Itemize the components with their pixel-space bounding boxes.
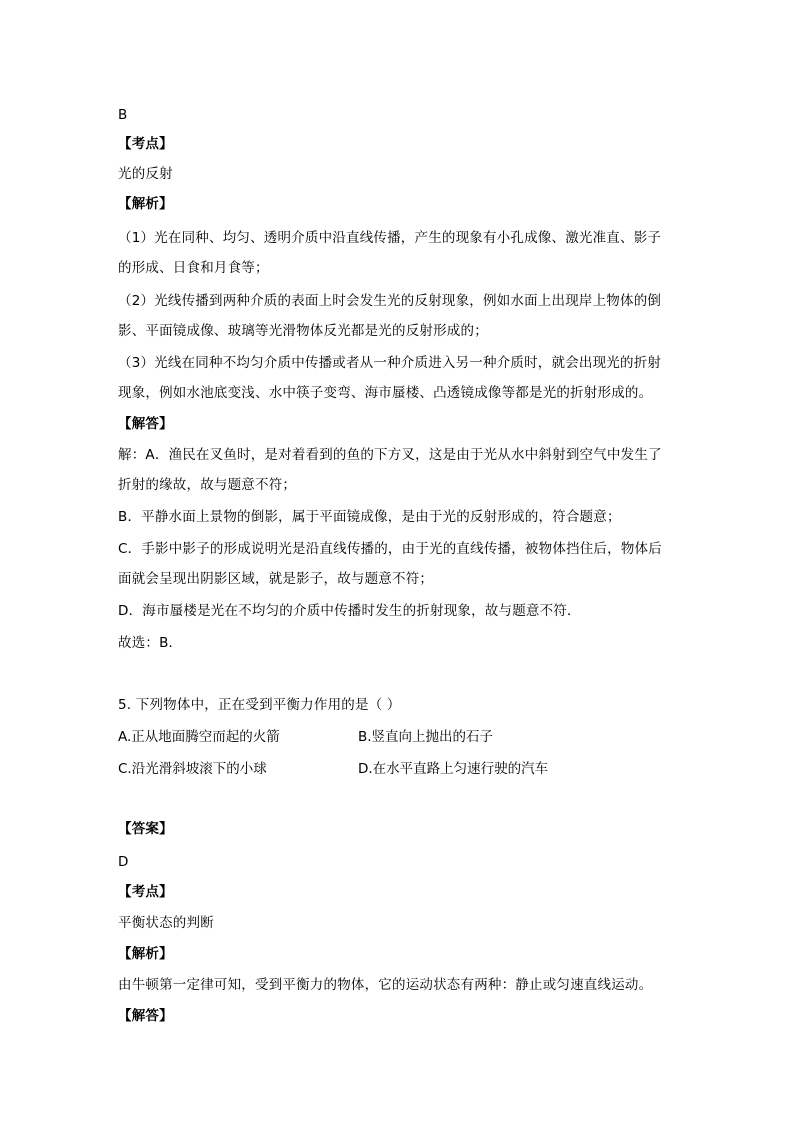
q4-jieda-line: 解：A．渔民在叉鱼时，是对着看到的鱼的下方叉，这是由于光从水中斜射到空气中发生了	[118, 447, 662, 463]
q5-jieda-heading: 【解答】	[118, 1008, 173, 1024]
q5-option-d: D.在水平直路上匀速行驶的汽车	[358, 761, 549, 777]
q4-jieda-line: D．海市蜃楼是光在不均匀的介质中传播时发生的折射现象，故与题意不符．	[118, 603, 581, 619]
q5-option-a: A.正从地面腾空而起的火箭	[118, 729, 280, 745]
q4-jiexi-line: （2）光线传播到两种介质的表面上时会发生光的反射现象，例如水面上出现岸上物体的倒	[118, 293, 662, 309]
q4-jiexi-line: （1）光在同种、均匀、透明介质中沿直线传播，产生的现象有小孔成像、激光准直、影子	[118, 230, 662, 246]
q4-jieda-line: 面就会呈现出阴影区域，就是影子，故与题意不符；	[118, 571, 434, 587]
q4-jiexi-line: （3）光线在同种不均匀介质中传播或者从一种介质进入另一种介质时，就会出现光的折射	[118, 355, 662, 371]
q5-kaodian-text: 平衡状态的判断	[118, 915, 214, 931]
q4-jieda-heading: 【解答】	[118, 416, 173, 432]
q5-jiexi-text: 由牛顿第一定律可知，受到平衡力的物体，它的运动状态有两种：静止或匀速直线运动。	[118, 977, 653, 993]
q5-question: 5. 下列物体中，正在受到平衡力作用的是（ ）	[118, 697, 401, 713]
q4-answer-value: B	[118, 107, 128, 123]
q5-answer-value: D	[118, 854, 129, 870]
q5-option-c: C.沿光滑斜坡滚下的小球	[118, 761, 267, 777]
q4-kaodian-heading: 【考点】	[118, 136, 173, 152]
q4-jiexi-heading: 【解析】	[118, 196, 173, 212]
q5-option-b: B.竖直向上抛出的石子	[358, 729, 494, 745]
q4-jiexi-line: 影、平面镜成像、玻璃等光滑物体反光都是光的反射形成的；	[118, 323, 488, 339]
q4-kaodian-text: 光的反射	[118, 166, 173, 182]
q4-jiexi-line: 的形成、日食和月食等；	[118, 260, 269, 276]
q4-jiexi-line: 现象，例如水池底变浅、水中筷子变弯、海市蜃楼、凸透镜成像等都是光的折射形成的。	[118, 385, 653, 401]
q4-jieda-line: 折射的缘故，故与题意不符；	[118, 477, 297, 493]
q5-jiexi-heading: 【解析】	[118, 946, 173, 962]
q5-kaodian-heading: 【考点】	[118, 884, 173, 900]
q4-jieda-line: B．平静水面上景物的倒影，属于平面镜成像，是由于光的反射形成的，符合题意；	[118, 509, 621, 525]
q4-jieda-line: C．手影中影子的形成说明光是沿直线传播的，由于光的直线传播，被物体挡住后，物体后	[118, 541, 662, 557]
q4-jieda-line: 故选：B．	[118, 635, 183, 651]
q5-answer-heading: 【答案】	[118, 821, 173, 837]
